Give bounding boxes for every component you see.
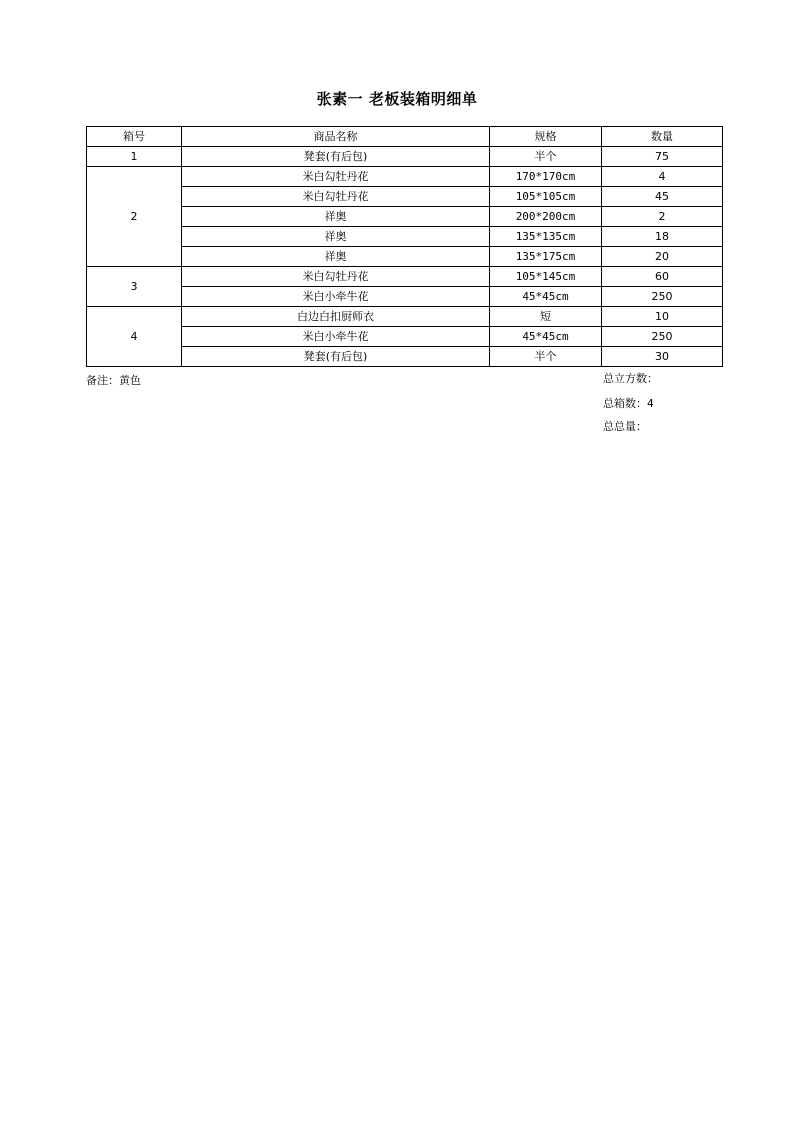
total-weight-line (603, 418, 647, 434)
table-row (87, 267, 723, 287)
product-name-cell: 凳套(有后包) (182, 347, 490, 367)
spec-cell: 半个 (490, 147, 602, 167)
product-name-cell: 米白小牵牛花 (182, 327, 490, 347)
header-spec: 规格 (490, 127, 602, 147)
spec-cell: 200*200cm (490, 207, 602, 227)
quantity-cell: 18 (602, 227, 723, 247)
spec-cell: 45*45cm (490, 327, 602, 347)
quantity-cell: 10 (602, 307, 723, 327)
box-number-cell: 3 (87, 267, 182, 307)
table-row (87, 347, 723, 367)
spec-cell: 45*45cm (490, 287, 602, 307)
header-box-no: 箱号 (87, 127, 182, 147)
quantity-cell: 20 (602, 247, 723, 267)
total-boxes-value: 4 (647, 397, 654, 410)
spec-cell: 170*170cm (490, 167, 602, 187)
table-row (87, 307, 723, 327)
page-title: 张素一 老板装箱明细单 (316, 90, 478, 108)
quantity-cell: 2 (602, 207, 723, 227)
total-volume-line (603, 370, 658, 386)
product-name-cell: 米白勾牡丹花 (182, 167, 490, 187)
product-name-cell: 祥奥 (182, 207, 490, 227)
product-name-cell: 祥奥 (182, 247, 490, 267)
table-row (87, 247, 723, 267)
table-row (87, 147, 723, 167)
table-row (87, 287, 723, 307)
header-product-name: 商品名称 (182, 127, 490, 147)
total-weight-label: 总总量： (603, 420, 647, 433)
product-name-cell: 凳套(有后包) (182, 147, 490, 167)
quantity-cell: 60 (602, 267, 723, 287)
spec-cell: 135*175cm (490, 247, 602, 267)
quantity-cell: 250 (602, 327, 723, 347)
spec-cell: 105*145cm (490, 267, 602, 287)
spec-cell: 135*135cm (490, 227, 602, 247)
product-name-cell: 米白勾牡丹花 (182, 267, 490, 287)
quantity-cell: 30 (602, 347, 723, 367)
total-boxes-label: 总箱数： (603, 397, 647, 410)
quantity-cell: 45 (602, 187, 723, 207)
table-row (87, 227, 723, 247)
remark-note: 备注：黄色 (86, 374, 141, 387)
quantity-cell: 75 (602, 147, 723, 167)
box-number-cell: 4 (87, 307, 182, 367)
quantity-cell: 4 (602, 167, 723, 187)
quantity-cell: 250 (602, 287, 723, 307)
box-number-cell: 1 (87, 147, 182, 167)
table-row (87, 187, 723, 207)
table-header-row (87, 127, 723, 147)
table-row (87, 167, 723, 187)
box-number-cell: 2 (87, 167, 182, 267)
total-volume-label: 总立方数： (603, 372, 658, 385)
spec-cell: 短 (490, 307, 602, 327)
product-name-cell: 白边白扣厨师衣 (182, 307, 490, 327)
product-name-cell: 米白勾牡丹花 (182, 187, 490, 207)
spec-cell: 半个 (490, 347, 602, 367)
spec-cell: 105*105cm (490, 187, 602, 207)
table-row (87, 207, 723, 227)
product-name-cell: 米白小牵牛花 (182, 287, 490, 307)
total-boxes-line (603, 395, 654, 411)
header-quantity: 数量 (602, 127, 723, 147)
packing-list-table (86, 126, 723, 367)
table-row (87, 327, 723, 347)
product-name-cell: 祥奥 (182, 227, 490, 247)
